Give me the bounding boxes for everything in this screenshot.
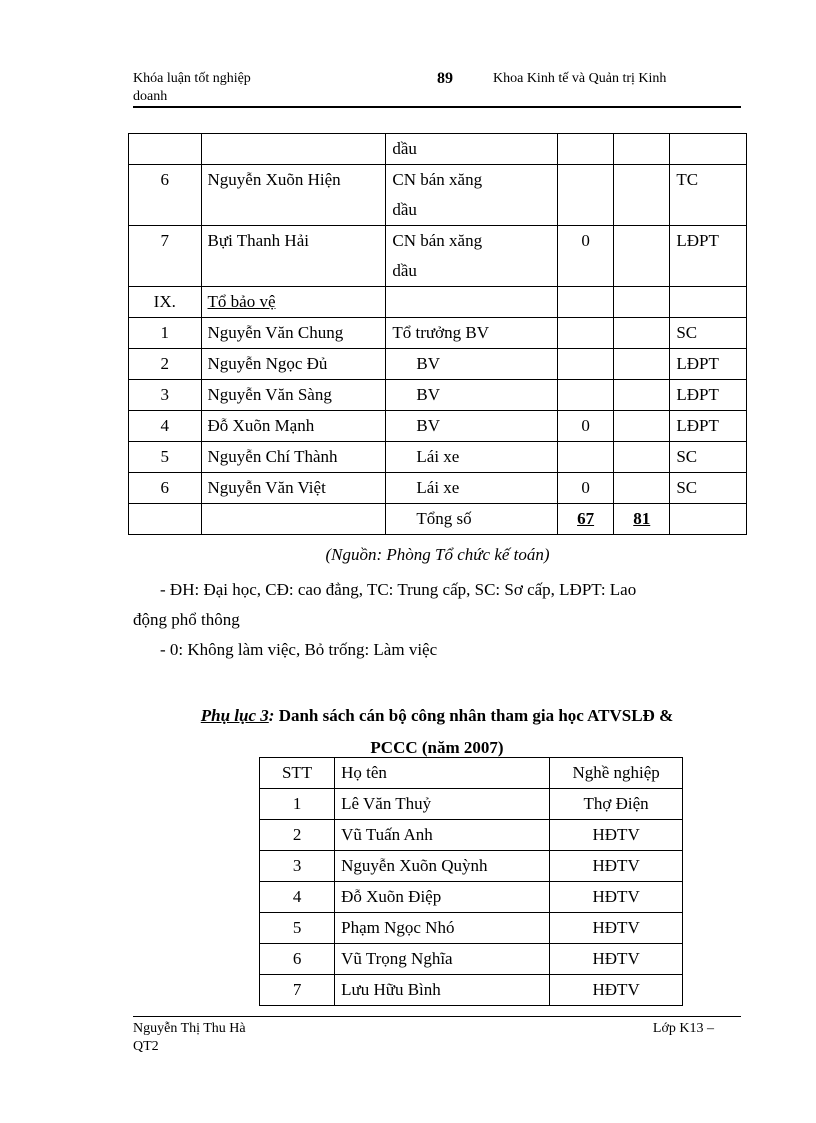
cell-col4: [558, 380, 614, 411]
table-row: [129, 349, 747, 380]
footer-right: Lớp K13 –: [652, 1021, 714, 1036]
cell-stt: 3: [260, 851, 335, 882]
cell-stt: [129, 134, 202, 165]
cell-col4: 0: [558, 411, 614, 442]
table-header-row: [260, 758, 683, 789]
staff-table: [128, 133, 747, 535]
header-occupation: Nghề nghiệp: [550, 758, 683, 789]
cell-stt: 3: [129, 380, 202, 411]
training-table: [259, 757, 683, 1006]
header-rule: [133, 106, 741, 108]
cell-level: SC: [670, 473, 747, 504]
table-row: [129, 165, 747, 226]
cell-name: Nguyễn Ngọc Đủ: [201, 349, 386, 380]
table-row: [260, 944, 683, 975]
cell-occupation: HĐTV: [550, 975, 683, 1006]
appendix-label: Phụ lục 3: [200, 706, 269, 725]
table-row-total: [129, 504, 747, 535]
cell-name: Vũ Trọng Nghĩa: [335, 944, 550, 975]
cell-stt: 6: [129, 473, 202, 504]
appendix-title-text: Danh sách cán bộ công nhân tham gia học ATVSLĐ &: [274, 706, 674, 725]
cell-role: [386, 226, 558, 287]
cell-name: Vũ Tuấn Anh: [335, 820, 550, 851]
cell-col4: [558, 134, 614, 165]
page-number: 89: [437, 70, 453, 87]
cell-occupation: Thợ Điện: [550, 789, 683, 820]
total-col4-value: 67: [577, 509, 595, 528]
cell-role: [386, 165, 558, 226]
cell-name: Bựi Thanh Hải: [201, 226, 386, 287]
table-row: [129, 380, 747, 411]
cell-stt: IX.: [129, 287, 202, 318]
table-row: [129, 134, 747, 165]
cell-name: [201, 504, 386, 535]
cell-name: Đỗ Xuõn Mạnh: [201, 411, 386, 442]
cell-col5: [614, 287, 670, 318]
cell-stt: 7: [129, 226, 202, 287]
cell-role-line2: dầu: [392, 200, 417, 219]
cell-stt: 1: [260, 789, 335, 820]
cell-col5: [614, 165, 670, 226]
appendix-title-line1: [133, 700, 741, 732]
table-row: [129, 287, 747, 318]
cell-col5: [614, 318, 670, 349]
table-row: [260, 851, 683, 882]
cell-level: SC: [670, 318, 747, 349]
cell-occupation: HĐTV: [550, 944, 683, 975]
header-right: Khoa Kinh tế và Quản trị Kinh: [493, 71, 667, 86]
cell-stt: 2: [260, 820, 335, 851]
cell-level: SC: [670, 442, 747, 473]
cell-level: [670, 287, 747, 318]
cell-name: Nguyễn Chí Thành: [201, 442, 386, 473]
cell-level: LĐPT: [670, 226, 747, 287]
cell-occupation: HĐTV: [550, 851, 683, 882]
footer-left-line1: Nguyễn Thị Thu Hà: [133, 1021, 246, 1036]
table-row: [260, 820, 683, 851]
cell-name: Nguyễn Xuõn Quỳnh: [335, 851, 550, 882]
note-line3: - 0: Không làm việc, Bỏ trống: Làm việc: [160, 640, 438, 659]
cell-stt: 2: [129, 349, 202, 380]
total-col5: [614, 504, 670, 535]
cell-col5: [614, 380, 670, 411]
footer-left: [133, 1020, 246, 1056]
cell-col4: [558, 287, 614, 318]
note-line1: - ĐH: Đại học, CĐ: cao đẳng, TC: Trung cấp, SC: Sơ cấp, LĐPT: Lao: [160, 580, 637, 599]
cell-name: Phạm Ngọc Nhó: [335, 913, 550, 944]
notes: [133, 575, 741, 665]
table-row: [129, 473, 747, 504]
cell-stt: 7: [260, 975, 335, 1006]
cell-role-line2: dầu: [392, 261, 417, 280]
appendix-colon: :: [268, 706, 275, 725]
cell-col4: [558, 349, 614, 380]
cell-occupation: HĐTV: [550, 820, 683, 851]
cell-stt: 5: [260, 913, 335, 944]
cell-role-line1: CN bán xăng: [392, 170, 483, 189]
total-col5-value: 81: [633, 509, 651, 528]
cell-role: BV: [386, 380, 558, 411]
cell-col5: [614, 473, 670, 504]
cell-role: Lái xe: [386, 442, 558, 473]
note-line2: động phổ thông: [133, 610, 240, 629]
total-col4: [558, 504, 614, 535]
cell-name: [201, 134, 386, 165]
cell-level: LĐPT: [670, 411, 747, 442]
cell-role: BV: [386, 411, 558, 442]
cell-col5: [614, 226, 670, 287]
cell-role: BV: [386, 349, 558, 380]
cell-role: dầu: [386, 134, 558, 165]
cell-stt: 5: [129, 442, 202, 473]
cell-role: [386, 287, 558, 318]
footer-rule: [133, 1016, 741, 1017]
cell-role-line1: CN bán xăng: [392, 231, 483, 250]
header-name: Họ tên: [335, 758, 550, 789]
cell-stt: [129, 504, 202, 535]
cell-name: Nguyễn Văn Sàng: [201, 380, 386, 411]
table-row: [260, 913, 683, 944]
cell-level: TC: [670, 165, 747, 226]
table-row: [260, 789, 683, 820]
cell-role: Tổ trưởng BV: [386, 318, 558, 349]
cell-level: LĐPT: [670, 380, 747, 411]
appendix-title-line2: PCCC (năm 2007): [370, 738, 504, 757]
cell-stt: 6: [129, 165, 202, 226]
header-stt: STT: [260, 758, 335, 789]
cell-col4: 0: [558, 226, 614, 287]
cell-col4: [558, 165, 614, 226]
table-row: [129, 318, 747, 349]
footer-left-line2: QT2: [133, 1039, 159, 1054]
cell-level: [670, 504, 747, 535]
cell-col4: [558, 318, 614, 349]
cell-name: Nguyễn Văn Chung: [201, 318, 386, 349]
table-row: [260, 882, 683, 913]
total-label: Tổng số: [386, 504, 558, 535]
cell-occupation: HĐTV: [550, 913, 683, 944]
table-row: [260, 975, 683, 1006]
header-left-line1: Khóa luận tốt nghiệp: [133, 71, 251, 86]
cell-stt: 6: [260, 944, 335, 975]
cell-role: Lái xe: [386, 473, 558, 504]
cell-stt: 1: [129, 318, 202, 349]
cell-name: Nguyễn Văn Việt: [201, 473, 386, 504]
cell-col5: [614, 134, 670, 165]
cell-level: LĐPT: [670, 349, 747, 380]
cell-col5: [614, 349, 670, 380]
cell-name: Nguyễn Xuõn Hiện: [201, 165, 386, 226]
source-note: (Nguồn: Phòng Tổ chức kế toán): [325, 545, 550, 564]
cell-stt: 4: [260, 882, 335, 913]
header-left: [133, 70, 251, 106]
cell-occupation: HĐTV: [550, 882, 683, 913]
cell-name: Lưu Hữu Bình: [335, 975, 550, 1006]
cell-stt: 4: [129, 411, 202, 442]
table-row: [129, 411, 747, 442]
section-title: Tổ bảo vệ: [207, 292, 276, 311]
cell-name: [201, 287, 386, 318]
table-row: [129, 226, 747, 287]
cell-level: [670, 134, 747, 165]
header-left-line2: doanh: [133, 89, 168, 104]
cell-col4: 0: [558, 473, 614, 504]
table-row: [129, 442, 747, 473]
appendix-title: [133, 700, 741, 764]
cell-col5: [614, 442, 670, 473]
cell-name: Lê Văn Thuỷ: [335, 789, 550, 820]
cell-name: Đỗ Xuõn Điệp: [335, 882, 550, 913]
cell-col5: [614, 411, 670, 442]
cell-col4: [558, 442, 614, 473]
